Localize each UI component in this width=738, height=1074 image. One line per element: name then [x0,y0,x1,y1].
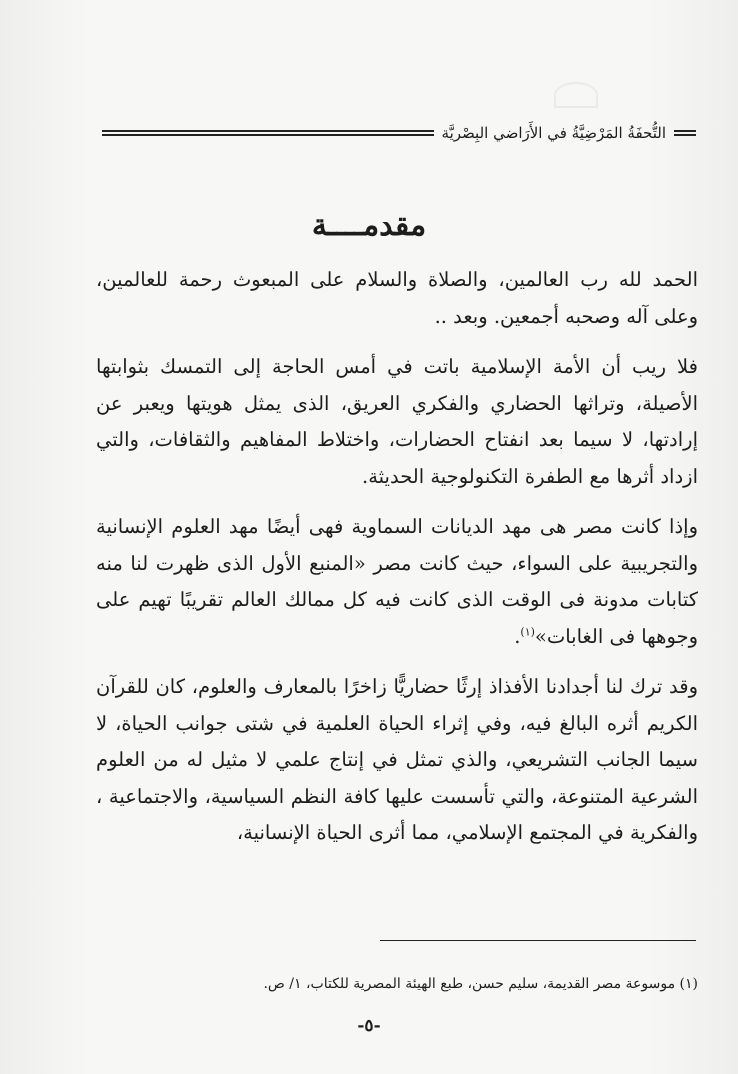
header-rule-right [674,130,696,136]
footnote: (١) موسوعة مصر القديمة، سليم حسن، طبع الهيئة المصرية للكتاب، ١/ ص. [263,976,698,992]
paragraph: فلا ريب أن الأمة الإسلامية باتت في أمس الحاجة إلى التمسك بثوابتها الأصيلة، وتراثها الحضاري والفكري العريق، الذى يمثل هويتها ويعبر عن إرادتها، لا سيما بعد انفتاح الحضارات، واختلاط المفاهيم والثقافات، والتي ازداد أثرها مع الطفرة التكنولوجية الحديثة. [96,355,698,488]
paragraph: وإذا كانت مصر هى مهد الديانات السماوية فهى أيضًا مهد العلوم الإنسانية والتجريبية على السواء، حيث كانت مصر «المنبع الأول الذى ظهرت لنا منه كتابات مدونة فى الوقت الذى كانت فيه كل ممالك العالم تقريبًا تهيم على وجوهها فى الغابات»$^{(١)}$. [96,515,698,648]
paragraph: الحمد لله رب العالمين، والصلاة والسلام على المبعوث رحمة للعالمين، وعلى آله وصحبه أجمعين. وبعد .. [96,268,698,328]
running-header [92,118,696,148]
page-number: -٥- [357,1016,381,1036]
header-rule-left [102,130,434,136]
footnote-reference: (١) [520,625,535,638]
heading-text: مقدمــــة [311,208,427,243]
running-title: التُّحفَةُ المَرْضِيَّةُ في الأَرَاضي البِصْريَّة [441,124,666,142]
footnote-divider [380,940,696,941]
section-heading [0,208,738,243]
paragraph: وقد ترك لنا أجدادنا الأفذاذ إرثًا حضاريًّا زاخرًا بالمعارف والعلوم، كان للقرآن الكريم أثره البالغ فيه، وفي إثراء الحياة العلمية في شتى جوانب الحياة، لا سيما الجانب التشريعي، والذي تمثل في إنتاج علمي لا مثيل له من العلوم الشرعية المتنوعة، والتي تأسست عليها كافة النظم السياسية، والاجتماعية ، والفكرية في المجتمع الإسلامي، مما أثرى الحياة الإنسانية، [96,675,698,844]
paragraph-text: وإذا كانت مصر هى مهد الديانات السماوية فهى أيضًا مهد العلوم الإنسانية والتجريبية على السواء، حيث كانت مصر «المنبع الأول الذى ظهرت لنا منه كتابات مدونة فى الوقت الذى كانت فيه كل ممالك العالم تقريبًا تهيم على وجوهها فى الغابات» [96,515,698,648]
show-through-ornament [554,82,598,108]
body-text [96,262,698,852]
